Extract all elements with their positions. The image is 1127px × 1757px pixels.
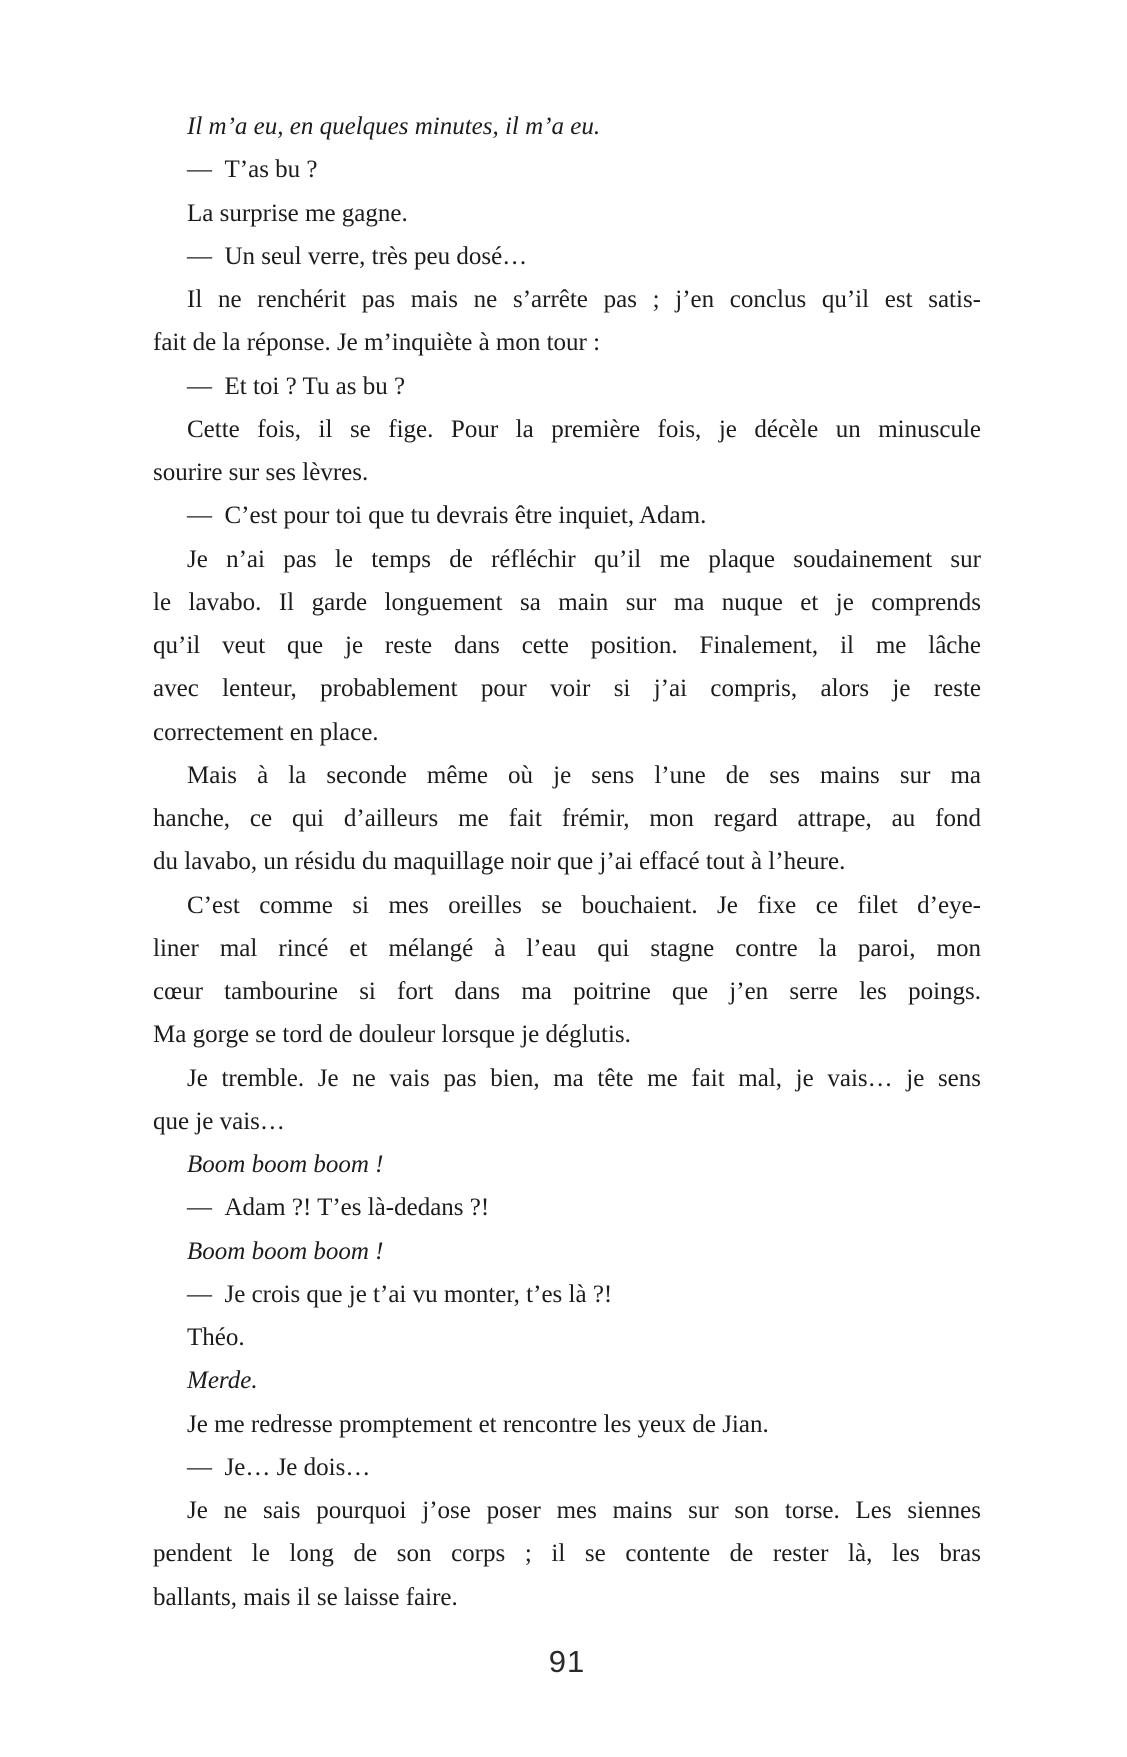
text-line: correctement en place. xyxy=(153,718,379,746)
text-line: — Un seul verre, très peu dosé… xyxy=(187,242,528,270)
text-line: que je vais… xyxy=(153,1107,285,1135)
text-line: Merde. xyxy=(187,1367,258,1395)
text-line: — Adam ?! T’es là-dedans ?! xyxy=(187,1194,490,1222)
paragraph xyxy=(153,1403,981,1446)
paragraph xyxy=(153,1186,981,1229)
text-block xyxy=(153,105,981,1619)
text-line: — T’as bu ? xyxy=(187,156,318,184)
text-line: Je n’ai pas le temps de réfléchir qu’il me plaque soudainement sur xyxy=(187,545,981,573)
text-line: sourire sur ses lèvres. xyxy=(153,459,369,486)
paragraph xyxy=(153,1273,981,1316)
paragraph xyxy=(153,754,981,884)
paragraph xyxy=(153,192,981,235)
paragraph xyxy=(153,1359,981,1402)
text-line: avec lenteur, probablement pour voir si j’ai compris, alors je reste xyxy=(153,675,981,703)
paragraph xyxy=(153,1057,981,1144)
text-line: Mais à la seconde même où je sens l’une de ses mains sur ma xyxy=(187,761,981,789)
page-number: 91 xyxy=(548,1644,586,1679)
text-line: Je ne sais pourquoi j’ose poser mes mains sur son torse. Les siennes xyxy=(187,1497,981,1524)
paragraph xyxy=(153,1489,981,1619)
text-line: hanche, ce qui d’ailleurs me fait frémir, mon regard attrape, au fond xyxy=(153,805,981,832)
paragraph xyxy=(153,235,981,278)
text-line: Théo. xyxy=(187,1324,245,1351)
text-line: qu’il veut que je reste dans cette position. Finalement, il me lâche xyxy=(153,632,981,659)
text-line: — Je… Je dois… xyxy=(187,1453,371,1481)
text-line: Je me redresse promptement et rencontre les yeux de Jian. xyxy=(187,1410,769,1438)
text-line: C’est comme si mes oreilles se bouchaient. Je fixe ce filet d’eye- xyxy=(187,891,981,919)
text-line: cœur tambourine si fort dans ma poitrine que j’en serre les poings. xyxy=(153,978,981,1005)
text-line: Boom boom boom ! xyxy=(187,1237,384,1265)
text-line: liner mal rincé et mélangé à l’eau qui stagne contre la paroi, mon xyxy=(153,934,981,962)
text-line: Boom boom boom ! xyxy=(187,1151,384,1178)
text-line: Il ne renchérit pas mais ne s’arrête pas ; j’en conclus qu’il est satis- xyxy=(187,286,981,313)
text-line: — Et toi ? Tu as bu ? xyxy=(187,372,406,400)
text-line: Je tremble. Je ne vais pas bien, ma tête me fait mal, je vais… je sens xyxy=(187,1064,981,1092)
text-line: le lavabo. Il garde longuement sa main sur ma nuque et je comprends xyxy=(153,588,981,616)
text-line: Cette fois, il se fige. Pour la première fois, je décèle un minuscule xyxy=(187,415,981,443)
paragraph xyxy=(153,1316,981,1359)
text-line: Ma gorge se tord de douleur lorsque je déglutis. xyxy=(153,1021,631,1049)
paragraph xyxy=(153,1230,981,1273)
paragraph xyxy=(153,365,981,408)
paragraph xyxy=(153,1446,981,1489)
paragraph xyxy=(153,105,981,148)
paragraph xyxy=(153,278,981,365)
text-line: du lavabo, un résidu du maquillage noir que j’ai effacé tout à l’heure. xyxy=(153,848,846,876)
paragraph xyxy=(153,148,981,191)
text-line: Il m’a eu, en quelques minutes, il m’a eu. xyxy=(187,113,601,140)
text-line: fait de la réponse. Je m’inquiète à mon tour : xyxy=(153,329,601,357)
paragraph xyxy=(153,408,981,495)
text-line: pendent le long de son corps ; il se contente de rester là, les bras xyxy=(153,1540,981,1568)
text-line: La surprise me gagne. xyxy=(187,199,408,227)
paragraph xyxy=(153,494,981,537)
paragraph xyxy=(153,538,981,754)
text-line: — Je crois que je t’ai vu monter, t’es là ?! xyxy=(187,1280,613,1308)
text-line: ballants, mais il se laisse faire. xyxy=(153,1583,458,1611)
text-line: — C’est pour toi que tu devrais être inquiet, Adam. xyxy=(187,502,707,530)
paragraph xyxy=(153,884,981,1057)
paragraph xyxy=(153,1143,981,1186)
